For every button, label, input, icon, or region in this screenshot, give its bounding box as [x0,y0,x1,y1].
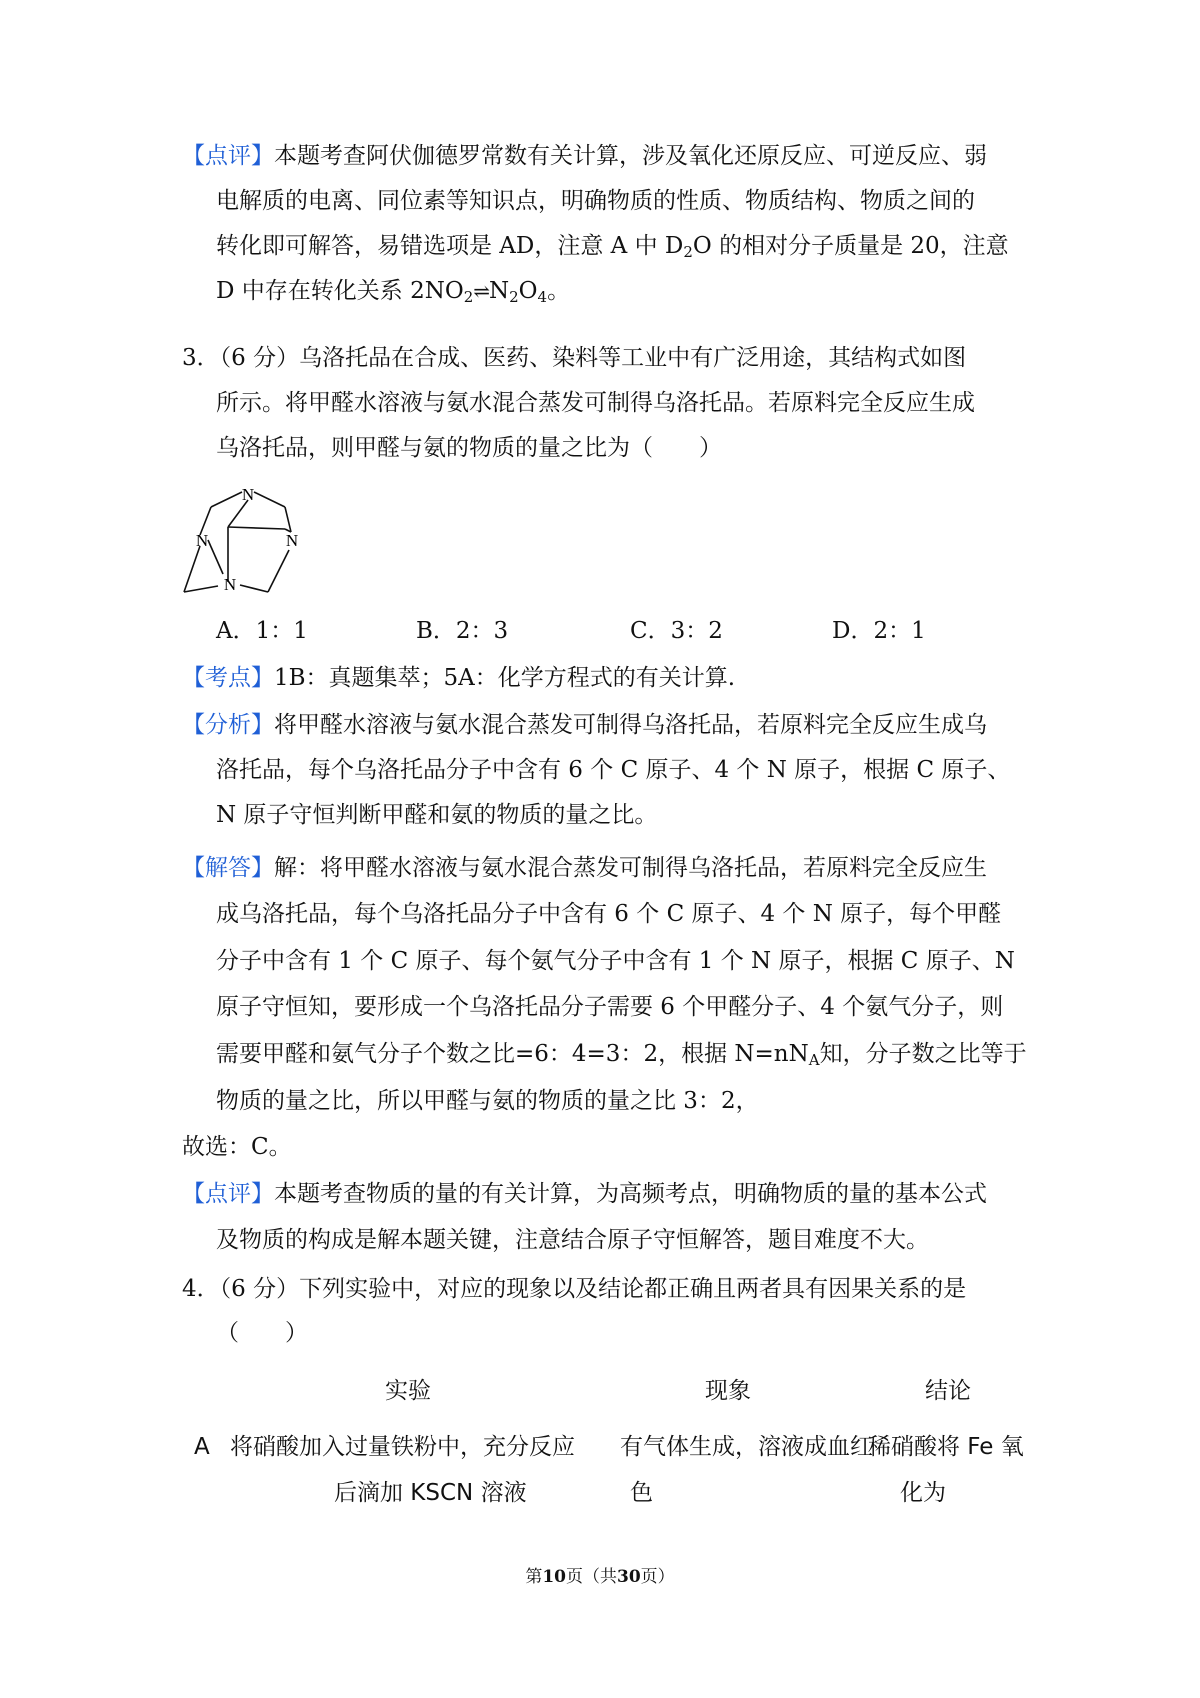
jieda-line6: 物质的量之比，所以甲醛与氨的物质的量之比 3：2， [216,1088,759,1114]
fenxi-tag: 【分析】 [182,712,274,738]
jieda-line2: 成乌洛托品，每个乌洛托品分子中含有 6 个 C 原子、4 个 N 原子，每个甲醛 [216,901,1002,927]
jieda-line5: 需要甲醛和氨气分子个数之比=6：4=3：2，根据 $N=nN_A$知，分子数之比等于 [216,1041,1027,1069]
kaodian-tag: 【考点】 [182,665,274,691]
question3-line2: 所示。将甲醛水溶液与氨水混合蒸发可制得乌洛托品。若原料完全反应生成 [216,390,975,416]
table-row-a-phenomenon-line1: 有气体生成，溶液成血红 [620,1434,873,1460]
review2-line2: 及物质的构成是解本题关键，注意结合原子守恒解答，题目难度不大。 [216,1227,929,1253]
question4-line1: 4．（6 分）下列实验中，对应的现象以及结论都正确且两者具有因果关系的是 [182,1276,967,1302]
question3-line3: 乌洛托品，则甲醛与氨的物质的量之比为（ ） [216,435,722,461]
option-b: B．2：3 [416,618,509,644]
option-c: C．3：2 [630,618,723,644]
hexamine-structure-diagram [178,482,318,612]
table-row-a-experiment-line1: 将硝酸加入过量铁粉中，充分反应 [230,1434,575,1460]
option-d: D．2：1 [832,618,926,644]
answer-line: 故选：C。 [182,1134,292,1160]
page-number: 10 [542,1567,566,1587]
table-row-a-conclusion-line2: 化为 [900,1480,946,1506]
question3-line1: 3．（6 分）乌洛托品在合成、医药、染料等工业中有广泛用途，其结构式如图 [182,345,967,371]
nitrogen-atom-right: N [285,531,299,550]
review1-line3: 转化即可解答，易错选项是 AD，注意 A 中 $D_2O$ 的相对分子质量是 20，注意 [216,233,1009,261]
nitrogen-atom-bottom: N [223,575,237,594]
review-tag: 【点评】 [182,143,274,169]
table-row-a-experiment-line2: 后滴加 KSCN 溶液 [334,1480,527,1506]
review1-line2: 电解质的电离、同位素等知识点，明确物质的性质、物质结构、物质之间的 [216,188,975,214]
option-a: A．1：1 [216,618,308,644]
nitrogen-atom-left: N [195,531,209,550]
jieda-line4: 原子守恒知，要形成一个乌洛托品分子需要 6 个甲醛分子、4 个氨气分子，则 [216,994,1004,1020]
question4-line2: （ ） [216,1320,308,1346]
table-row-a-conclusion-line1: 稀硝酸将 Fe 氧 [868,1434,1024,1460]
table-header-experiment: 实验 [385,1378,431,1404]
fenxi-line1: 【分析】将甲醛水溶液与氨水混合蒸发可制得乌洛托品，若原料完全反应生成乌 [182,712,987,738]
table-header-conclusion: 结论 [925,1378,971,1404]
kaodian-line: 【考点】1B：真题集萃；5A：化学方程式的有关计算. [182,665,736,691]
fenxi-line2: 洛托品，每个乌洛托品分子中含有 6 个 C 原子、4 个 N 原子，根据 C 原子、 [216,757,1011,783]
page-footer: 第10页（共30页） [525,1567,675,1587]
table-header-phenomenon: 现象 [705,1378,751,1404]
review1-line4: D 中存在转化关系 $2NO_2\rightleftharpoons N_2O_4$。 [216,278,571,306]
table-row-a-phenomenon-line2: 色 [630,1480,653,1506]
nitrogen-atom-top: N [241,485,255,504]
table-row-a-label: A [194,1434,210,1460]
jieda-line3: 分子中含有 1 个 C 原子、每个氨气分子中含有 1 个 N 原子，根据 C 原子、N [216,948,1015,974]
equilibrium-arrow-icon: ⇌ [473,279,489,303]
review-tag: 【点评】 [182,1181,274,1207]
review2-line1: 【点评】本题考查物质的量的有关计算，为高频考点，明确物质的量的基本公式 [182,1181,987,1207]
review1-line1: 【点评】本题考查阿伏伽德罗常数有关计算，涉及氧化还原反应、可逆反应、弱 [182,143,987,169]
jieda-line1: 【解答】解：将甲醛水溶液与氨水混合蒸发可制得乌洛托品，若原料完全反应生 [182,855,987,881]
jieda-tag: 【解答】 [182,855,274,881]
fenxi-line3: N 原子守恒判断甲醛和氨的物质的量之比。 [216,802,658,828]
total-pages: 30 [617,1567,641,1587]
